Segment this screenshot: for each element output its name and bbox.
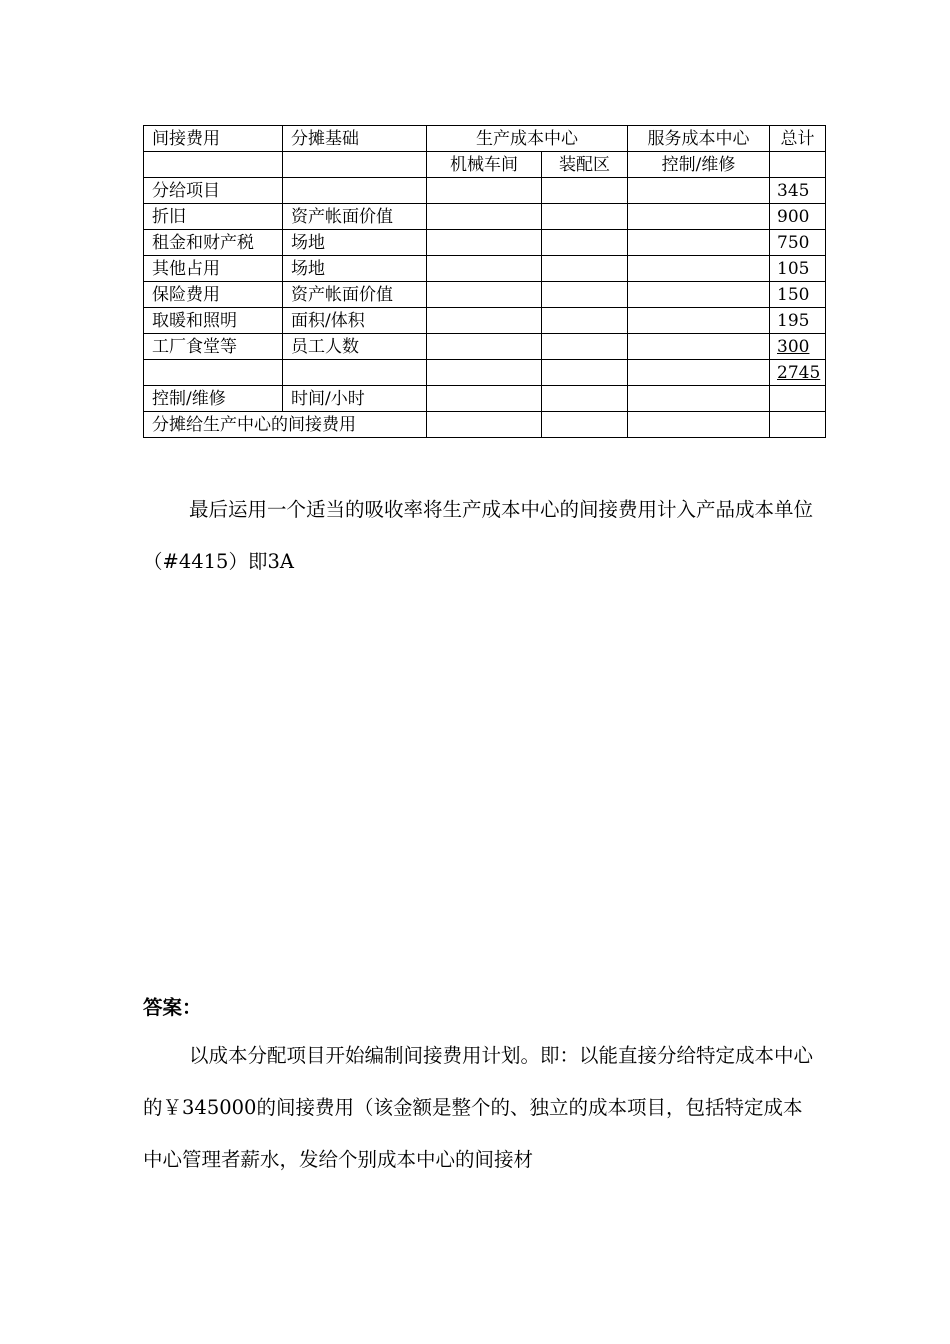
table-row (144, 334, 826, 360)
row-basis (283, 178, 427, 204)
row-basis: 场地 (283, 256, 427, 282)
row-item (144, 360, 283, 386)
row-total: 150 (770, 282, 826, 308)
table-header-row (144, 126, 826, 152)
header-overhead: 间接费用 (144, 126, 283, 152)
header-total: 总计 (770, 126, 826, 152)
table-row (144, 308, 826, 334)
table-row (144, 204, 826, 230)
row-item: 其他占用 (144, 256, 283, 282)
row-item: 分给项目 (144, 178, 283, 204)
overhead-allocation-table (143, 125, 826, 438)
table-row (144, 386, 826, 412)
row-total: 750 (770, 230, 826, 256)
row-item: 租金和财产税 (144, 230, 283, 256)
subheader-machining: 机械车间 (427, 152, 542, 178)
row-item: 折旧 (144, 204, 283, 230)
row-total: 345 (770, 178, 826, 204)
row-total: 195 (770, 308, 826, 334)
subheader-assembly: 装配区 (542, 152, 628, 178)
row-basis: 资产帐面价值 (283, 204, 427, 230)
row-total: 300 (777, 336, 810, 357)
header-service-centers: 服务成本中心 (628, 126, 770, 152)
header-production-centers: 生产成本中心 (427, 126, 628, 152)
row-item: 取暖和照明 (144, 308, 283, 334)
row-item: 保险费用 (144, 282, 283, 308)
row-basis: 面积/体积 (283, 308, 427, 334)
row-item: 控制/维修 (144, 386, 283, 412)
row-basis (283, 360, 427, 386)
row-basis: 资产帐面价值 (283, 282, 427, 308)
table-row (144, 282, 826, 308)
table-subheader-row (144, 152, 826, 178)
row-total: 105 (770, 256, 826, 282)
row-item: 工厂食堂等 (144, 334, 283, 360)
final-row-label: 分摊给生产中心的间接费用 (144, 412, 427, 438)
row-total (770, 386, 826, 412)
table-row (144, 230, 826, 256)
table-row (144, 178, 826, 204)
answer-heading: 答案： (143, 996, 202, 1019)
row-basis: 时间/小时 (283, 386, 427, 412)
subheader-control: 控制/维修 (628, 152, 770, 178)
row-total: 900 (770, 204, 826, 230)
table-row (144, 256, 826, 282)
header-basis: 分摊基础 (283, 126, 427, 152)
answer-paragraph: 以成本分配项目开始编制间接费用计划。即：以能直接分给特定成本中心的￥345000的间接费用（该金额是整个的、独立的成本项目，包括特定成本中心管理者薪水，发给个别成本中心的间接材 (143, 1044, 814, 1171)
table-row (144, 360, 826, 386)
subtotal-value: 2745 (777, 362, 821, 383)
table-row-final (144, 412, 826, 438)
row-basis: 员工人数 (283, 334, 427, 360)
paragraph-absorption: 最后运用一个适当的吸收率将生产成本中心的间接费用计入产品成本单位（#4415）即3A (143, 498, 814, 573)
row-basis: 场地 (283, 230, 427, 256)
